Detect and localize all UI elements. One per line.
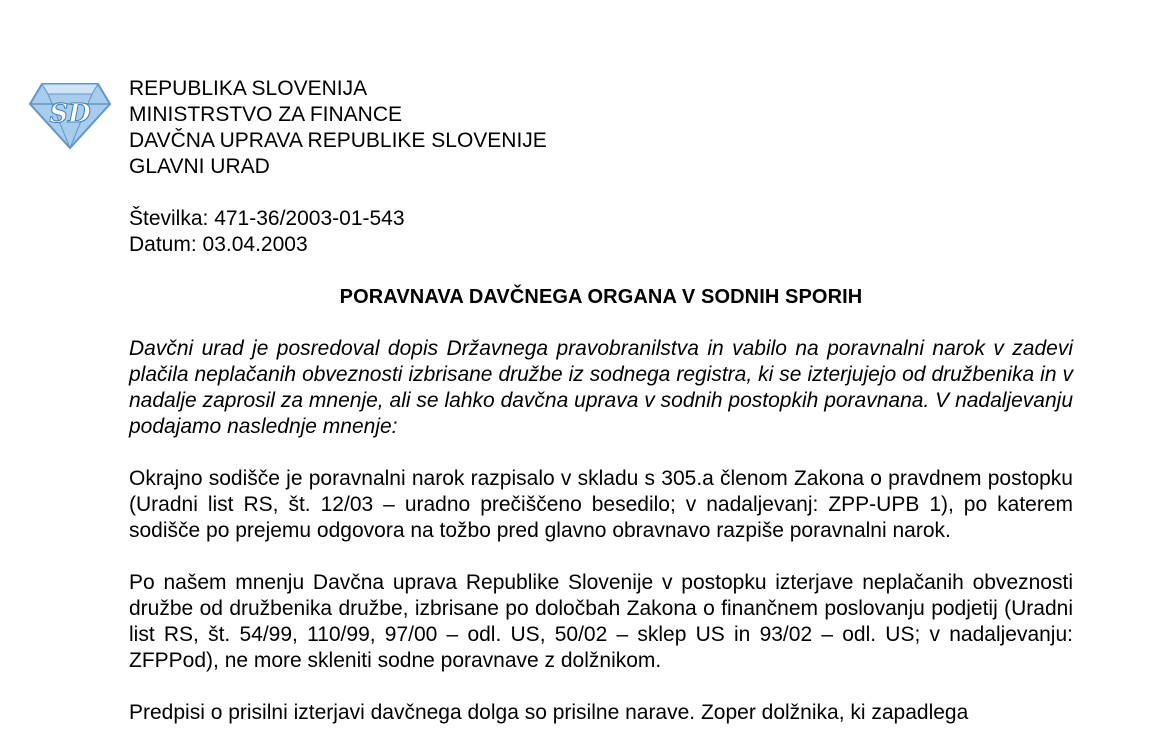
letterhead-line-head-office: GLAVNI URAD (129, 155, 270, 178)
logo-text: SD (49, 99, 91, 129)
durs-logo-icon (28, 78, 112, 150)
reference-date: Datum: 03.04.2003 (129, 233, 308, 256)
letterhead (129, 76, 1073, 180)
document-title: PORAVNAVA DAVČNEGA ORGANA V SODNIH SPORIH (339, 286, 863, 308)
letterhead-line-ministry: MINISTRSTVO ZA FINANCE (129, 103, 403, 126)
letterhead-line-tax-administration: DAVČNA UPRAVA REPUBLIKE SLOVENIJE (129, 129, 547, 152)
reference-block (129, 206, 1073, 258)
letterhead-line-republic: REPUBLIKA SLOVENIJA (129, 77, 368, 100)
reference-number: Številka: 471-36/2003-01-543 (129, 207, 405, 230)
document-body (129, 76, 1073, 726)
paragraph-court: Okrajno sodišče je poravnalni narok razpisalo v skladu s 305.a členom Zakona o pravdnem postopku (Uradni list RS, št. 12/03 – uradno prečiščeno besedilo; v nadaljevanj: ZPP-UPB 1), po katerem sodišče po prejemu odgovora na tožbo pred glavno obravnavo razpiše poravnalni narok. (129, 467, 1073, 542)
paragraph-regulations: Predpisi o prisilni izterjavi davčnega dolga so prisilne narave. Zoper dolžnika, ki zapadlega (129, 701, 969, 724)
paragraph-intro: Davčni urad je posredoval dopis Državnega pravobranilstva in vabilo na poravnalni narok v zadevi plačila neplačanih obveznosti izbrisane družbe iz sodnega registra, ki se izterjujejo od družbenika in v nadalje zaprosil za mnenje, ali se lahko davčna uprava v sodnih postopkih poravnana. V nadaljevanju podajamo naslednje mnenje: (129, 337, 1073, 438)
paragraph-opinion: Po našem mnenju Davčna uprava Republike Slovenije v postopku izterjave neplačanih obveznosti družbe od družbenika družbe, izbrisane po določbah Zakona o finančnem poslovanju podjetij (Uradni list RS, št. 54/99, 110/99, 97/00 – odl. US, 50/02 – sklep US in 93/02 – odl. US; v nadaljevanju: ZFPPod), ne more skleniti sodne poravnave z dolžnikom. (129, 571, 1073, 672)
